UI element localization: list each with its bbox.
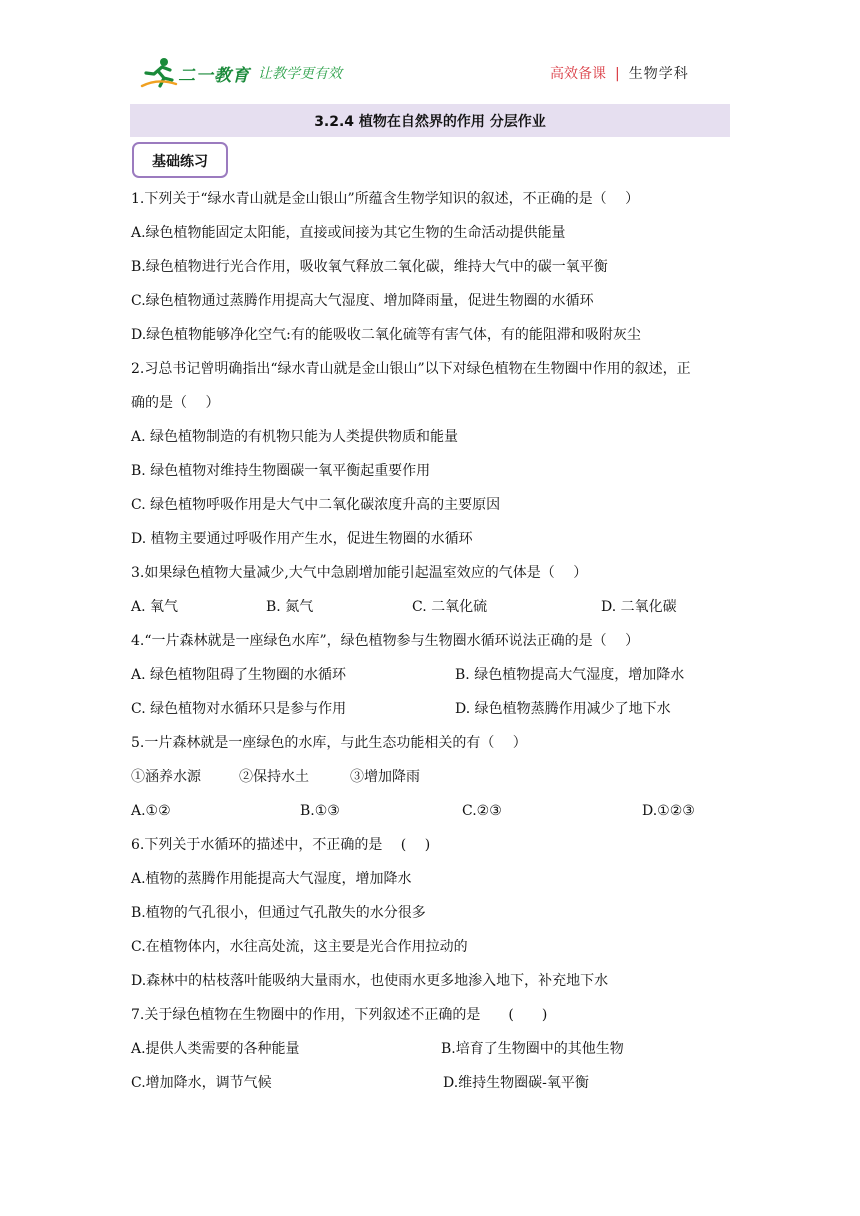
q5-item-3: ③增加降雨 (350, 769, 420, 785)
q1-option-b: B.绿色植物进行光合作用，吸收氧气释放二氧化碳，维持大气中的碳一氧平衡 (131, 259, 608, 275)
q1-stem: 1.下列关于“绿水青山就是金山银山”所蕴含生物学知识的叙述，不正确的是（ ） (131, 191, 640, 207)
q5-option-b: B.①③ (300, 803, 340, 819)
q2-option-a: A. 绿色植物制造的有机物只能为人类提供物质和能量 (131, 429, 459, 445)
q4-option-a: A. 绿色植物阻碍了生物圈的水循环 (131, 667, 347, 683)
q2-stem-line2: 确的是（ ） (131, 395, 220, 411)
q6-option-a: A.植物的蒸腾作用能提高大气湿度，增加降水 (131, 871, 412, 887)
q3-option-c: C. 二氧化硫 (412, 599, 488, 615)
q6-stem: 6.下列关于水循环的描述中，不正确的是 ( ) (131, 837, 431, 853)
q2-option-c: C. 绿色植物呼吸作用是大气中二氧化碳浓度升高的主要原因 (131, 497, 501, 513)
q5-option-d: D.①②③ (642, 803, 695, 819)
runner-logo-icon (140, 56, 180, 90)
page-title: 3.2.4 植物在自然界的作用 分层作业 (314, 114, 546, 130)
q1-option-c: C.绿色植物通过蒸腾作用提高大气湿度、增加降雨量，促进生物圈的水循环 (131, 293, 594, 309)
q7-options-row1 (131, 1036, 731, 1070)
q4-options-row1 (131, 662, 731, 696)
header-right (550, 63, 689, 83)
q6-option-b: B.植物的气孔很小，但通过气孔散失的水分很多 (131, 905, 426, 921)
brand-slogan: 让教学更有效 (258, 66, 342, 82)
q6-option-c: C.在植物体内，水往高处流，这主要是光合作用拉动的 (131, 939, 468, 955)
q5-option-a: A.①② (131, 803, 171, 819)
page-header (0, 0, 860, 100)
q5-items (131, 764, 731, 798)
brand-logo (140, 56, 360, 90)
section-label: 基础练习 (152, 154, 208, 170)
q4-option-d: D. 绿色植物蒸腾作用减少了地下水 (455, 701, 671, 717)
q2-stem-line1: 2.习总书记曾明确指出“绿水青山就是金山银山”以下对绿色植物在生物圈中作用的叙述，正 (131, 361, 691, 377)
section-tag (132, 142, 228, 178)
q4-options-row2 (131, 696, 731, 730)
q7-option-a: A.提供人类需要的各种能量 (131, 1041, 300, 1057)
q6-option-d: D.森林中的枯枝落叶能吸纳大量雨水，也使雨水更多地渗入地下，补充地下水 (131, 973, 609, 989)
brand-name: 二一教育 (178, 66, 250, 86)
q5-item-1: ①涵养水源 (131, 769, 201, 785)
q3-option-d: D. 二氧化碳 (601, 599, 677, 615)
q3-options (131, 594, 731, 628)
q5-options (131, 798, 731, 832)
q7-stem: 7.关于绿色植物在生物圈中的作用，下列叙述不正确的是 ( ) (131, 1007, 548, 1023)
q5-option-c: C.②③ (462, 803, 502, 819)
q4-option-b: B. 绿色植物提高大气湿度，增加降水 (455, 667, 685, 683)
q7-options-row2 (131, 1070, 731, 1104)
q2-option-d: D. 植物主要通过呼吸作用产生水，促进生物圈的水循环 (131, 531, 473, 547)
q3-stem: 3.如果绿色植物大量减少,大气中急剧增加能引起温室效应的气体是（ ） (131, 565, 588, 581)
q5-item-2: ②保持水土 (239, 769, 309, 785)
q1-option-d: D.绿色植物能够净化空气:有的能吸收二氧化硫等有害气体，有的能阻滞和吸附灰尘 (131, 327, 641, 343)
q5-stem: 5.一片森林就是一座绿色的水库，与此生态功能相关的有（ ） (131, 735, 527, 751)
q7-option-b: B.培育了生物圈中的其他生物 (441, 1041, 624, 1057)
q4-stem: 4.“一片森林就是一座绿色水库”，绿色植物参与生物圈水循环说法正确的是（ ） (131, 633, 640, 649)
q7-option-d: D.维持生物圈碳-氧平衡 (443, 1075, 589, 1091)
q1-option-a: A.绿色植物能固定太阳能，直接或间接为其它生物的生命活动提供能量 (131, 225, 566, 241)
header-separator: | (615, 66, 620, 82)
q4-option-c: C. 绿色植物对水循环只是参与作用 (131, 701, 347, 717)
q7-option-c: C.增加降水，调节气候 (131, 1075, 272, 1091)
q3-option-b: B. 氮气 (266, 599, 314, 615)
subject-label: 生物学科 (628, 66, 689, 82)
question-list (131, 186, 731, 1104)
header-label: 高效备课 (550, 66, 606, 82)
q3-option-a: A. 氧气 (131, 599, 179, 615)
q2-option-b: B. 绿色植物对维持生物圈碳一氧平衡起重要作用 (131, 463, 431, 479)
title-bar (130, 104, 730, 137)
